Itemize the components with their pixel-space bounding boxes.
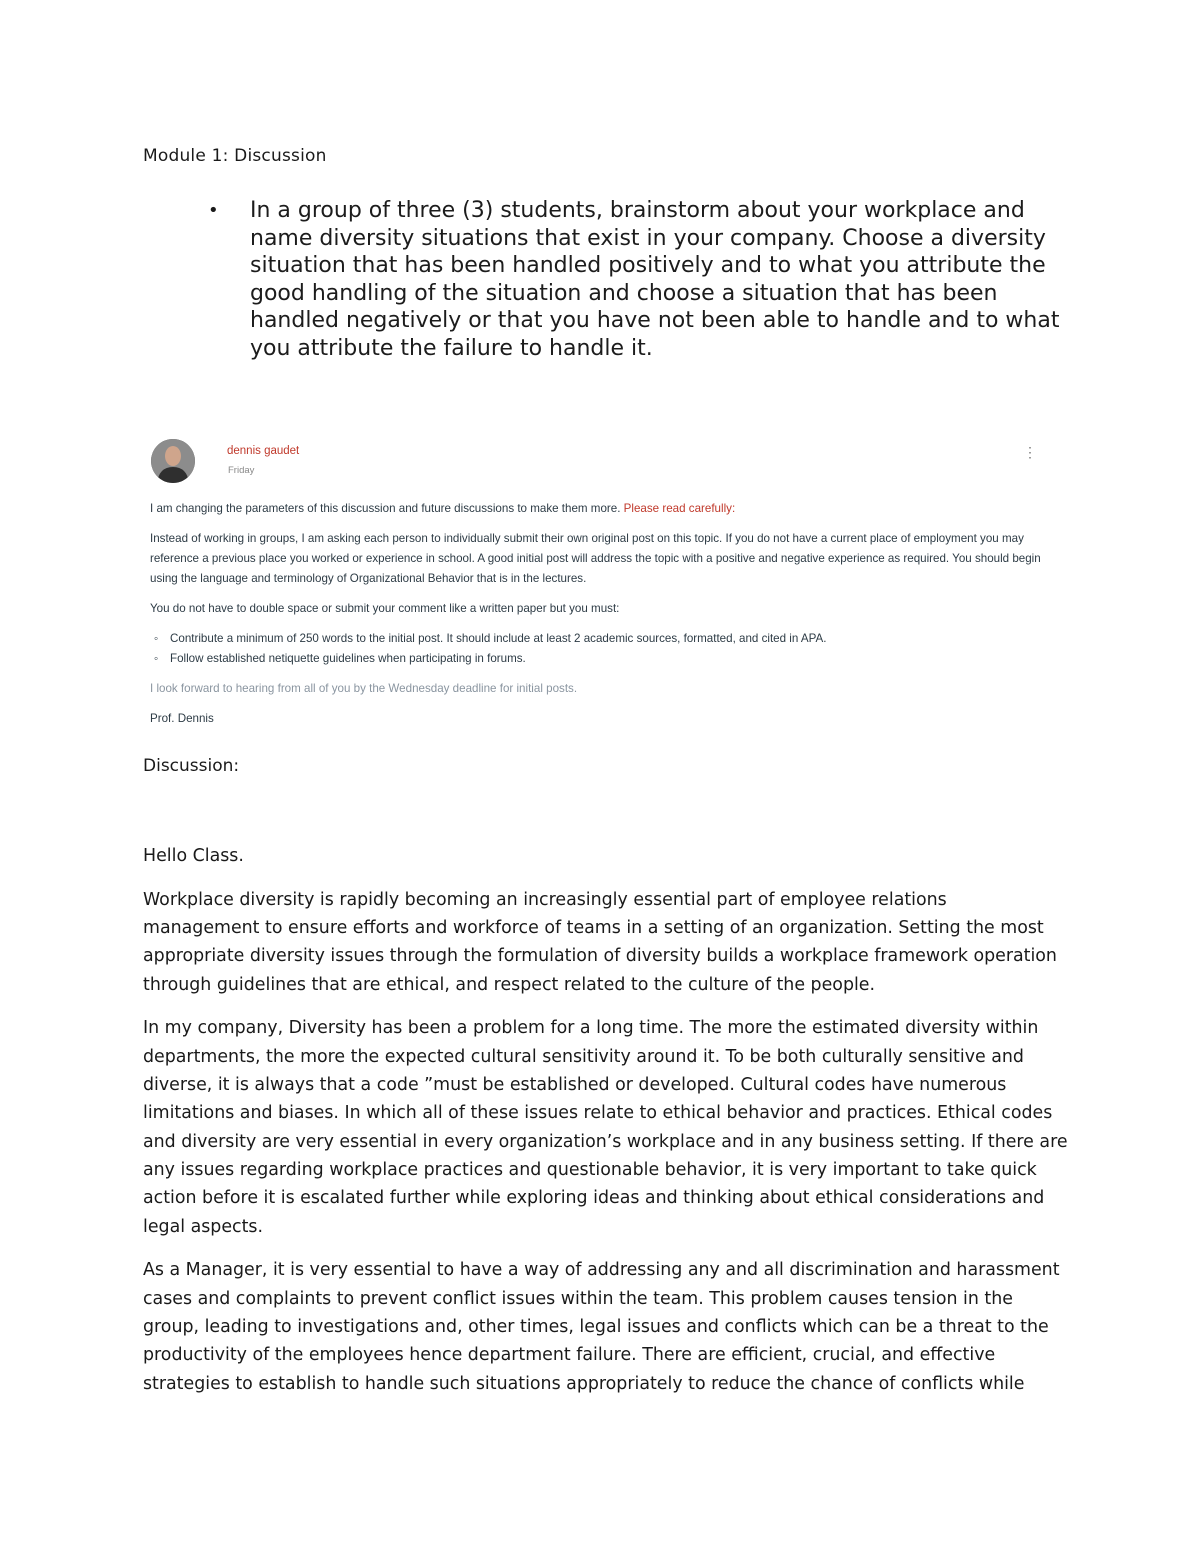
greeting: Hello Class. xyxy=(143,846,244,866)
post-date: Friday xyxy=(228,465,255,476)
avatar xyxy=(151,439,195,483)
list-item: ◦ Follow established netiquette guidelines when participating in forums. xyxy=(170,649,1055,669)
body-paragraph: In my company, Diversity has been a problem for a long time. The more the estimated diversity within departments, the more the expected cultural sensitivity around it. To be both culturally sensitive and diverse, it is always that a code ”must be established or developed. Cultural codes have numerous limitations and biases. In which all of these issues relate to ethical behavior and practices. Ethical codes and diversity are very essential in every organization’s workplace and in any business setting. If there are any issues regarding workplace practices and questionable behavior, it is very important to take quick action before it is escalated further while exploring ideas and thinking about ethical considerations and legal aspects. xyxy=(143,1018,1068,1237)
post-intro-text: I am changing the parameters of this discussion and future discussions to make them more. xyxy=(150,502,621,515)
prompt-text: In a group of three (3) students, brainstorm about your workplace and name diversity situations that exist in your company. Choose a diversity situation that has been handled positively and to what you attribute the good handling of the situation and choose a situation that has been handled negatively or that you have not been able to handle and to what you attribute the failure to handle it. xyxy=(250,198,1060,361)
post-paragraph xyxy=(150,499,1055,519)
post-paragraph: I look forward to hearing from all of you by the Wednesday deadline for initial posts. xyxy=(150,682,578,695)
post-paragraph: Instead of working in groups, I am asking each person to individually submit their own original post on this topic. If you do not have a current place of employment you may reference a previous place you worked or experience in school. A good initial post will address the topic with a positive and negative experience as required. You should begin using the language and terminology of Organizational Behavior that is in the lectures. xyxy=(150,532,1041,585)
post-body xyxy=(150,499,1055,739)
more-options-icon[interactable]: ⋮ xyxy=(1023,444,1037,460)
discussion-label: Discussion: xyxy=(143,756,240,776)
requirements-list xyxy=(150,629,1055,669)
body-paragraph: As a Manager, it is very essential to have a way of addressing any and all discrimination and harassment cases and complaints to prevent conflict issues within the team. This problem causes tension in the group, leading to investigations and, other times, legal issues and conflicts which can be a threat to the productivity of the employees hence department failure. There are efficient, crucial, and effective strategies to establish to handle such situations appropriately to reduce the chance of conflicts while xyxy=(143,1260,1060,1394)
list-item: ◦ Contribute a minimum of 250 words to the initial post. It should include at least 2 academic sources, formatted, and cited in APA. xyxy=(170,629,1055,649)
post-signature: Prof. Dennis xyxy=(150,712,214,725)
assignment-prompt xyxy=(208,197,1078,362)
page-title: Module 1: Discussion xyxy=(143,146,327,166)
avatar-photo-icon xyxy=(151,439,195,483)
body-paragraph: Workplace diversity is rapidly becoming an increasingly essential part of employee relations management to ensure efforts and workforce of teams in a setting of an organization. Setting the most appropriate diversity issues through the formulation of diversity builds a workplace framework operation through guidelines that are ethical, and respect related to the culture of the people. xyxy=(143,889,1057,995)
post-emphasis-text: Please read carefully: xyxy=(623,502,736,515)
instructor-post-screenshot xyxy=(147,435,1067,735)
post-author[interactable]: dennis gaudet xyxy=(227,445,300,457)
discussion-response xyxy=(143,842,1068,1413)
bullet-icon: • xyxy=(208,200,219,221)
post-paragraph: You do not have to double space or submit your comment like a written paper but you must: xyxy=(150,602,620,615)
